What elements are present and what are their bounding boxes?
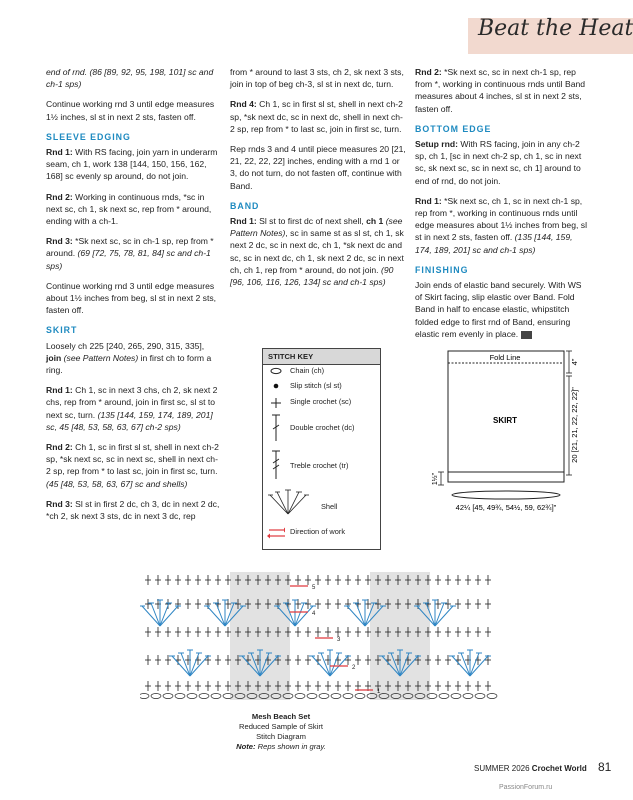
rnd-text: Ch 1, sc in first sl st, shell in next ch-2 sp, *sk next dc, sc in next dc, shell in next ch-2 sp, rep from * to last sc, join in first sc, turn. <box>230 99 403 134</box>
rnd-count: (69 [72, 75, 78, 81, 84] sc and ch-1 sps) <box>46 248 211 271</box>
rnd-label: Rnd 1: <box>46 147 73 158</box>
page-number: 81 <box>598 760 612 774</box>
paragraph: from * around to last 3 sts, ch 2, sk next 3 sts, join in top of beg ch-3, sl st in next dc, turn. <box>230 67 404 90</box>
rnd-text: (see Pattern Notes) <box>230 216 403 239</box>
text: Join ends of elastic band securely. With WS of Skirt facing, slip elastic over Band. Fold Band in half to encase elastic, whipstitch folded edge to first rnd of Band, ensuring elastic rem evenly in place. <box>415 280 582 339</box>
stitch-key-label: Treble crochet (tr) <box>290 461 349 470</box>
heading-finishing: FINISHING <box>415 264 469 275</box>
footer-magazine <box>474 764 587 773</box>
rnd-count: (135 [144, 159, 174, 189, 201] sc, 45 [48, 53, 58, 63, 67] ch-2 sps) <box>46 409 213 432</box>
paragraph-finishing <box>415 279 591 340</box>
rnd-label: Rnd 1: <box>230 216 257 227</box>
shell-stitch <box>160 603 169 626</box>
chain-stitch <box>199 694 209 699</box>
width-label: 42¼ [45, 49¾, 54½, 59, 62¾]" <box>455 503 557 512</box>
row-number: 3 <box>337 637 341 643</box>
shell-stitch <box>470 656 488 676</box>
rnd-text: Ch 1, sc in next 3 chs, ch 2, sk next 2 chs, rep from * around, join in first sc, sl st to next sc, turn. <box>46 385 218 420</box>
stitch-key-label: Double crochet (dc) <box>290 423 355 432</box>
shell-stitch <box>452 656 470 676</box>
skirt-label: SKIRT <box>493 416 517 425</box>
chain-stitch <box>175 694 185 699</box>
rnd-label: Rnd 2: <box>46 442 73 453</box>
stitch-key-label: Slip stitch (sl st) <box>290 381 342 390</box>
paragraph-band-rnd1 <box>230 215 406 288</box>
slip-stitch-icon <box>267 381 285 391</box>
chain-stitch <box>319 694 329 699</box>
shell-stitch <box>181 653 190 676</box>
shell-stitch <box>461 653 470 676</box>
repeat-area <box>230 572 290 700</box>
rnd-label: Setup rnd: <box>415 139 458 150</box>
stitch-key-title: STITCH KEY <box>263 349 380 365</box>
chain-stitch <box>487 694 497 699</box>
chain-stitch <box>451 694 461 699</box>
chain-stitch <box>140 694 149 699</box>
row-number: 4 <box>312 611 316 617</box>
rnd-text: , sc in same st as sl st, ch 1, sk next 2 dc, sc in next dc, ch 1, *sk next dc and sc, sc in next dc, ch 1, sk next 2 dc, sc in next ch, ch 1, rep from * around, do not join. <box>230 228 404 275</box>
text-column-2 <box>230 66 406 296</box>
rnd-text: Sl st to first dc of next shell, <box>256 216 367 227</box>
shell-stitch <box>321 653 330 676</box>
double-crochet-icon <box>267 413 285 443</box>
fold-line-label: Fold Line <box>489 353 521 362</box>
paragraph-band-rnd2 <box>415 66 591 115</box>
stitch-key-label: Chain (ch) <box>290 366 325 375</box>
paragraph-rnd2 <box>46 191 220 228</box>
caption-line: Stitch Diagram <box>256 732 306 741</box>
band-height-label: 4" <box>570 358 579 366</box>
rnd-text: *Sk next sc, ch 1, sc in next ch-1 sp, rep from *, working in continuous rnds until edge measures about 1½ inches from beg, sl st in next 2 sts, fasten off. <box>415 195 587 243</box>
text-column-1 <box>46 66 220 530</box>
footer-season: SUMMER 2026 <box>474 764 532 773</box>
shell-stitch <box>142 606 160 626</box>
paragraph-rnd3 <box>46 235 220 272</box>
shell-stitch <box>435 603 444 626</box>
rnd-text: With RS facing, join yarn in underarm seam, ch 1, work 138 [144, 150, 156, 162, 168] sc evenly sp around, do not join. <box>46 147 218 182</box>
paragraph-rnd4 <box>230 98 406 135</box>
caption-line: Reduced Sample of Skirt <box>239 722 323 731</box>
chain-stitch <box>163 694 173 699</box>
rnd-text: *Sk next sc, sc in next ch-1 sp, rep from *, working in continuous rnds until Band measures about 4 inches, sl st in next 2 sts, fasten off. <box>415 67 586 114</box>
chain-stitch <box>355 694 365 699</box>
note-label: Note: <box>236 742 256 751</box>
rnd-count: (45 [48, 53, 58, 63, 67] sc and shells) <box>46 478 188 489</box>
shell-stitch <box>216 603 225 626</box>
paragraph-skirt-rnd2 <box>46 441 220 490</box>
rnd-text: ch 1 <box>366 216 384 227</box>
heading-skirt: SKIRT <box>46 325 78 336</box>
chain-stitch <box>151 694 161 699</box>
paragraph-skirt-rnd3 <box>46 498 220 522</box>
stitch-key-label: Direction of work <box>290 527 346 536</box>
shell-icon <box>266 489 310 515</box>
chain-stitch <box>295 694 305 699</box>
footer-title: Crochet World <box>531 764 587 773</box>
section-title: Beat the Heat <box>478 16 633 41</box>
rnd-count: (135 [144, 159, 174, 189, 201] sc and ch-1 sps) <box>415 232 573 255</box>
rnd-count: (90 [96, 106, 116, 126, 134] sc and ch-1 sps) <box>230 264 394 288</box>
paragraph: Rep rnds 3 and 4 until piece measures 20 [21, 21, 22, 22, 22] inches, ending with a rnd 1 or 3, do not turn, do not fasten off, continue with Band. <box>230 144 406 191</box>
skirt-length-label: 20 [21, 21, 22, 22, 22]" <box>570 387 579 463</box>
repeat-area <box>370 572 430 700</box>
row-number: 1 <box>377 689 381 695</box>
rnd-label: Rnd 1: <box>46 385 73 396</box>
chain-stitch <box>343 694 353 699</box>
note-text: Reps shown in gray. <box>255 742 326 751</box>
chain-stitch <box>439 694 449 699</box>
paragraph-skirt <box>46 340 220 377</box>
rnd-text: Sl st in first 2 dc, ch 3, dc in next 2 dc, *ch 2, sk next 3 sts, dc in next 3 dc, rep <box>46 498 220 522</box>
single-crochet-icon <box>267 397 285 409</box>
shell-stitch <box>347 606 365 626</box>
shell-stitch <box>356 603 365 626</box>
skirt-schematic <box>415 345 591 515</box>
chain-stitch <box>463 694 473 699</box>
rnd-label: Rnd 3: <box>46 498 73 509</box>
rnd-label: Rnd 4: <box>230 99 257 110</box>
stitch-key-label: Shell <box>321 502 338 511</box>
rnd-text: Ch 1, sc in first sl st, shell in next ch-2 sp, *sk next sc, sc in next sc, shell in next ch-2 sp, rep from * to last sc, join in first sc, turn. <box>46 442 219 477</box>
end-mark-icon <box>521 331 532 339</box>
paragraph-setup <box>415 138 591 187</box>
rnd-text: With RS facing, join in any ch-2 sp, ch 1, [sc in next ch-2 sp, ch 1, sc in next sc, sk next sc, sc in next sc, ch 1] around to end of rnd, do not join. <box>415 139 582 186</box>
edge-height-label: 1½" <box>432 472 439 486</box>
diagram-caption <box>196 712 366 752</box>
shell-stitch <box>207 606 225 626</box>
watermark: PassionForum.ru <box>499 784 553 791</box>
row-number: 5 <box>312 585 316 591</box>
paragraph: Continue working rnd 3 until edge measures about 1½ inches from beg, sl st in next 2 sts, fasten off. <box>46 280 217 316</box>
treble-crochet-icon <box>267 449 285 481</box>
shell-stitch <box>190 656 208 676</box>
chain-stitch <box>331 694 341 699</box>
row-number: 2 <box>352 665 356 671</box>
chain-icon <box>267 366 285 376</box>
rnd-text: Working in continuous rnds, *sc in next sc, ch 1, sk next sc, rep from * around, ending with a ch-1. <box>46 191 212 227</box>
shell-stitch <box>295 603 304 626</box>
heading-sleeve-edging: SLEEVE EDGING <box>46 131 131 142</box>
text: join <box>46 352 62 363</box>
paragraph-edge-rnd1 <box>415 195 591 256</box>
paragraph-skirt-rnd1 <box>46 384 220 433</box>
shell-stitch <box>172 656 190 676</box>
direction-arrow-icon <box>267 527 285 539</box>
rnd-label: Rnd 3: <box>46 236 73 247</box>
rnd-label: Rnd 2: <box>415 67 442 77</box>
text-column-3 <box>415 66 591 348</box>
stitch-key-label: Single crochet (sc) <box>290 397 352 406</box>
shell-stitch <box>151 603 160 626</box>
chain-stitch <box>187 694 197 699</box>
rnd-label: Rnd 1: <box>415 195 442 206</box>
text: (see Pattern Notes) <box>61 352 139 363</box>
paragraph-rnd1 <box>46 146 220 183</box>
rnd-text: *Sk next sc, sc in ch-1 sp, rep from * around. <box>46 236 214 259</box>
text: Loosely ch 225 [240, 265, 290, 315, 335], <box>46 340 205 351</box>
stitch-key <box>262 348 381 550</box>
text: in first ch to form a ring. <box>46 352 212 376</box>
shell-stitch <box>160 606 178 626</box>
chain-stitch <box>475 694 485 699</box>
paragraph: Continue working rnd 3 until edge measures 1½ inches, sl st in next 2 sts, fasten off. <box>46 99 215 122</box>
chain-stitch <box>211 694 221 699</box>
caption-title: Mesh Beach Set <box>251 712 311 721</box>
heading-bottom-edge: BOTTOM EDGE <box>415 123 492 134</box>
heading-band: BAND <box>230 200 260 211</box>
stitch-diagram <box>140 568 500 704</box>
chain-stitch <box>307 694 317 699</box>
rnd-label: Rnd 2: <box>46 191 73 202</box>
paragraph: end of rnd. (86 [89, 92, 95, 198, 101] sc and ch-1 sps) <box>46 67 214 90</box>
shell-stitch <box>312 656 330 676</box>
